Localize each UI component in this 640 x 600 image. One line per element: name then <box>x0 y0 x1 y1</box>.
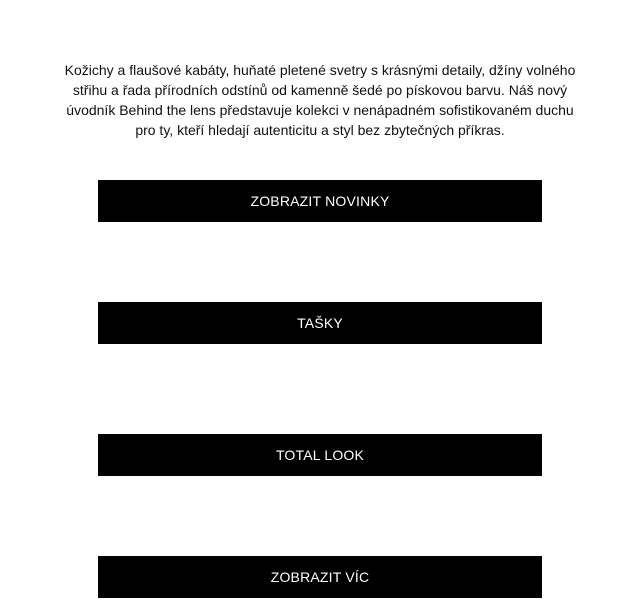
intro-paragraph: Kožichy a flaušové kabáty, huňaté pletené svetry s krásnými detaily, džíny volného střihu a řada přírodních odstínů od kamenně šedé po pískovou barvu. Náš nový úvodník Behind the lens představuje kolekci v nenápadném sofistikovaném duchu pro ty, kteří hledají autenticitu a styl bez zbytečných příkras. <box>64 62 576 138</box>
show-more-button[interactable] <box>98 556 542 598</box>
total-look-button[interactable] <box>98 434 542 476</box>
bags-label: TAŠKY <box>297 315 343 331</box>
show-new-arrivals-label: ZOBRAZIT NOVINKY <box>250 193 390 209</box>
show-more-label: ZOBRAZIT VÍC <box>270 569 370 585</box>
show-new-arrivals-button[interactable] <box>98 180 542 222</box>
total-look-label: TOTAL LOOK <box>275 447 365 463</box>
bags-button[interactable] <box>98 302 542 344</box>
